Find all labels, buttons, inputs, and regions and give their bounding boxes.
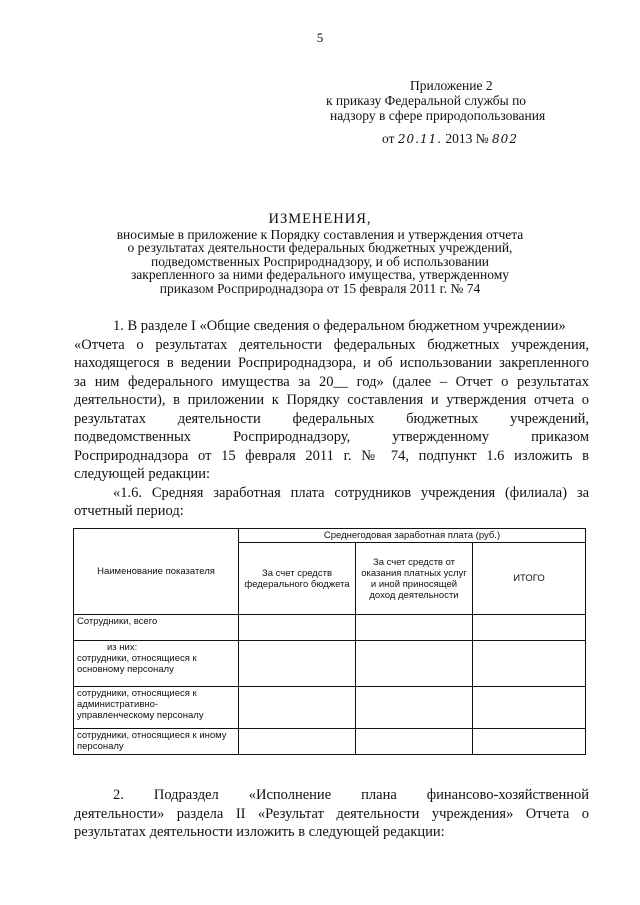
quote-line: «1.6. Средняя заработная плата сотрудников учреждения (филиала) за — [113, 484, 589, 501]
title-line: вносимые в приложение к Порядку составления и утверждения отчета — [116, 226, 524, 242]
table-cell — [239, 641, 356, 687]
header-total: ИТОГО — [473, 543, 586, 615]
paragraph-line: результатах деятельности изложить в следующей редакции: — [74, 824, 445, 840]
appendix-agency-line: надзору в сфере природопользования — [330, 108, 546, 123]
paragraph-1 — [74, 317, 589, 521]
header-indicator: Наименование показателя — [74, 529, 239, 615]
title-line: приказом Росприроднадзора от 15 февраля 2011 г. № 74 — [159, 280, 481, 296]
appendix-date-line — [318, 131, 618, 147]
row-sublabel: из них: — [107, 642, 138, 653]
appendix-title: Приложение 2 — [410, 78, 493, 93]
row-label-text: сотрудники, относящиеся к основному персоналу — [77, 653, 197, 675]
table-cell — [239, 687, 356, 729]
paragraph-line: за ним федерального имущества за 20__ год» (далее – Отчет о результатах — [74, 373, 589, 390]
row-label-admin-staff: сотрудники, относящиеся к административно-управленческому персоналу — [74, 687, 239, 729]
paragraph-line: деятельности), в приложении к Порядку составления и утверждения отчета о — [74, 392, 589, 408]
title-line: закрепленного за ними федерального имущества, утвержденному — [130, 267, 510, 282]
salary-table — [73, 528, 586, 755]
table-cell — [473, 615, 586, 641]
order-year: 2013 № — [445, 131, 489, 146]
paragraph-line: деятельности» раздела II «Результат деятельности учреждения» Отчета о — [74, 805, 589, 822]
quote-line: отчетный период: — [74, 503, 184, 519]
table-cell — [239, 615, 356, 641]
handwritten-date: 20.11. — [397, 132, 443, 146]
page-number: 5 — [316, 30, 324, 45]
table-cell — [356, 641, 473, 687]
row-label-total-staff: Сотрудники, всего — [74, 615, 239, 641]
table-cell — [473, 729, 586, 755]
row-label-main-staff — [74, 641, 239, 687]
appendix-order-line: к приказу Федеральной службы по — [326, 93, 527, 108]
handwritten-order-number: 802 — [492, 132, 518, 146]
date-prefix: от — [382, 131, 395, 146]
paragraph-line: 1. В разделе I «Общие сведения о федеральном бюджетном учреждении» — [113, 318, 566, 334]
document-title — [60, 213, 580, 295]
paragraph-line: «Отчета о результатах деятельности федеральных бюджетных учреждения, — [74, 336, 589, 353]
table-cell — [356, 687, 473, 729]
paragraph-line: находящегося в ведении Росприроднадзора, и об использовании закрепленного — [74, 355, 589, 371]
paragraph-line: следующей редакции: — [74, 466, 211, 482]
header-group: Среднегодовая заработная плата (руб.) — [239, 529, 586, 543]
paragraph-line: результатах деятельности федеральных бюджетных учреждений, — [74, 410, 589, 427]
header-paid-services: За счет средств от оказания платных услуг и иной приносящей доход деятельности — [356, 543, 473, 615]
table-cell — [356, 615, 473, 641]
title-main: ИЗМЕНЕНИЯ, — [268, 211, 372, 227]
paragraph-2 — [74, 786, 589, 842]
paragraph-line: 2. Подраздел «Исполнение плана финансово-хозяйственной — [113, 787, 589, 803]
title-line: о результатах деятельности федеральных бюджетных учреждений, — [127, 240, 513, 255]
appendix-header — [318, 78, 618, 147]
title-line: подведомственных Росприроднадзору, и об использовании — [150, 253, 490, 269]
table-cell — [473, 641, 586, 687]
table-cell — [239, 729, 356, 755]
paragraph-line: Росприроднадзора от 15 февраля 2011 г. № 74, подпункт 1.6 изложить в — [74, 447, 589, 464]
header-federal-budget: За счет средств федерального бюджета — [239, 543, 356, 615]
table-cell — [473, 687, 586, 729]
paragraph-line: подведомственных Росприроднадзору, утвержденному приказом — [74, 429, 589, 445]
table-cell — [356, 729, 473, 755]
row-label-other-staff: сотрудники, относящиеся к иному персоналу — [74, 729, 239, 755]
